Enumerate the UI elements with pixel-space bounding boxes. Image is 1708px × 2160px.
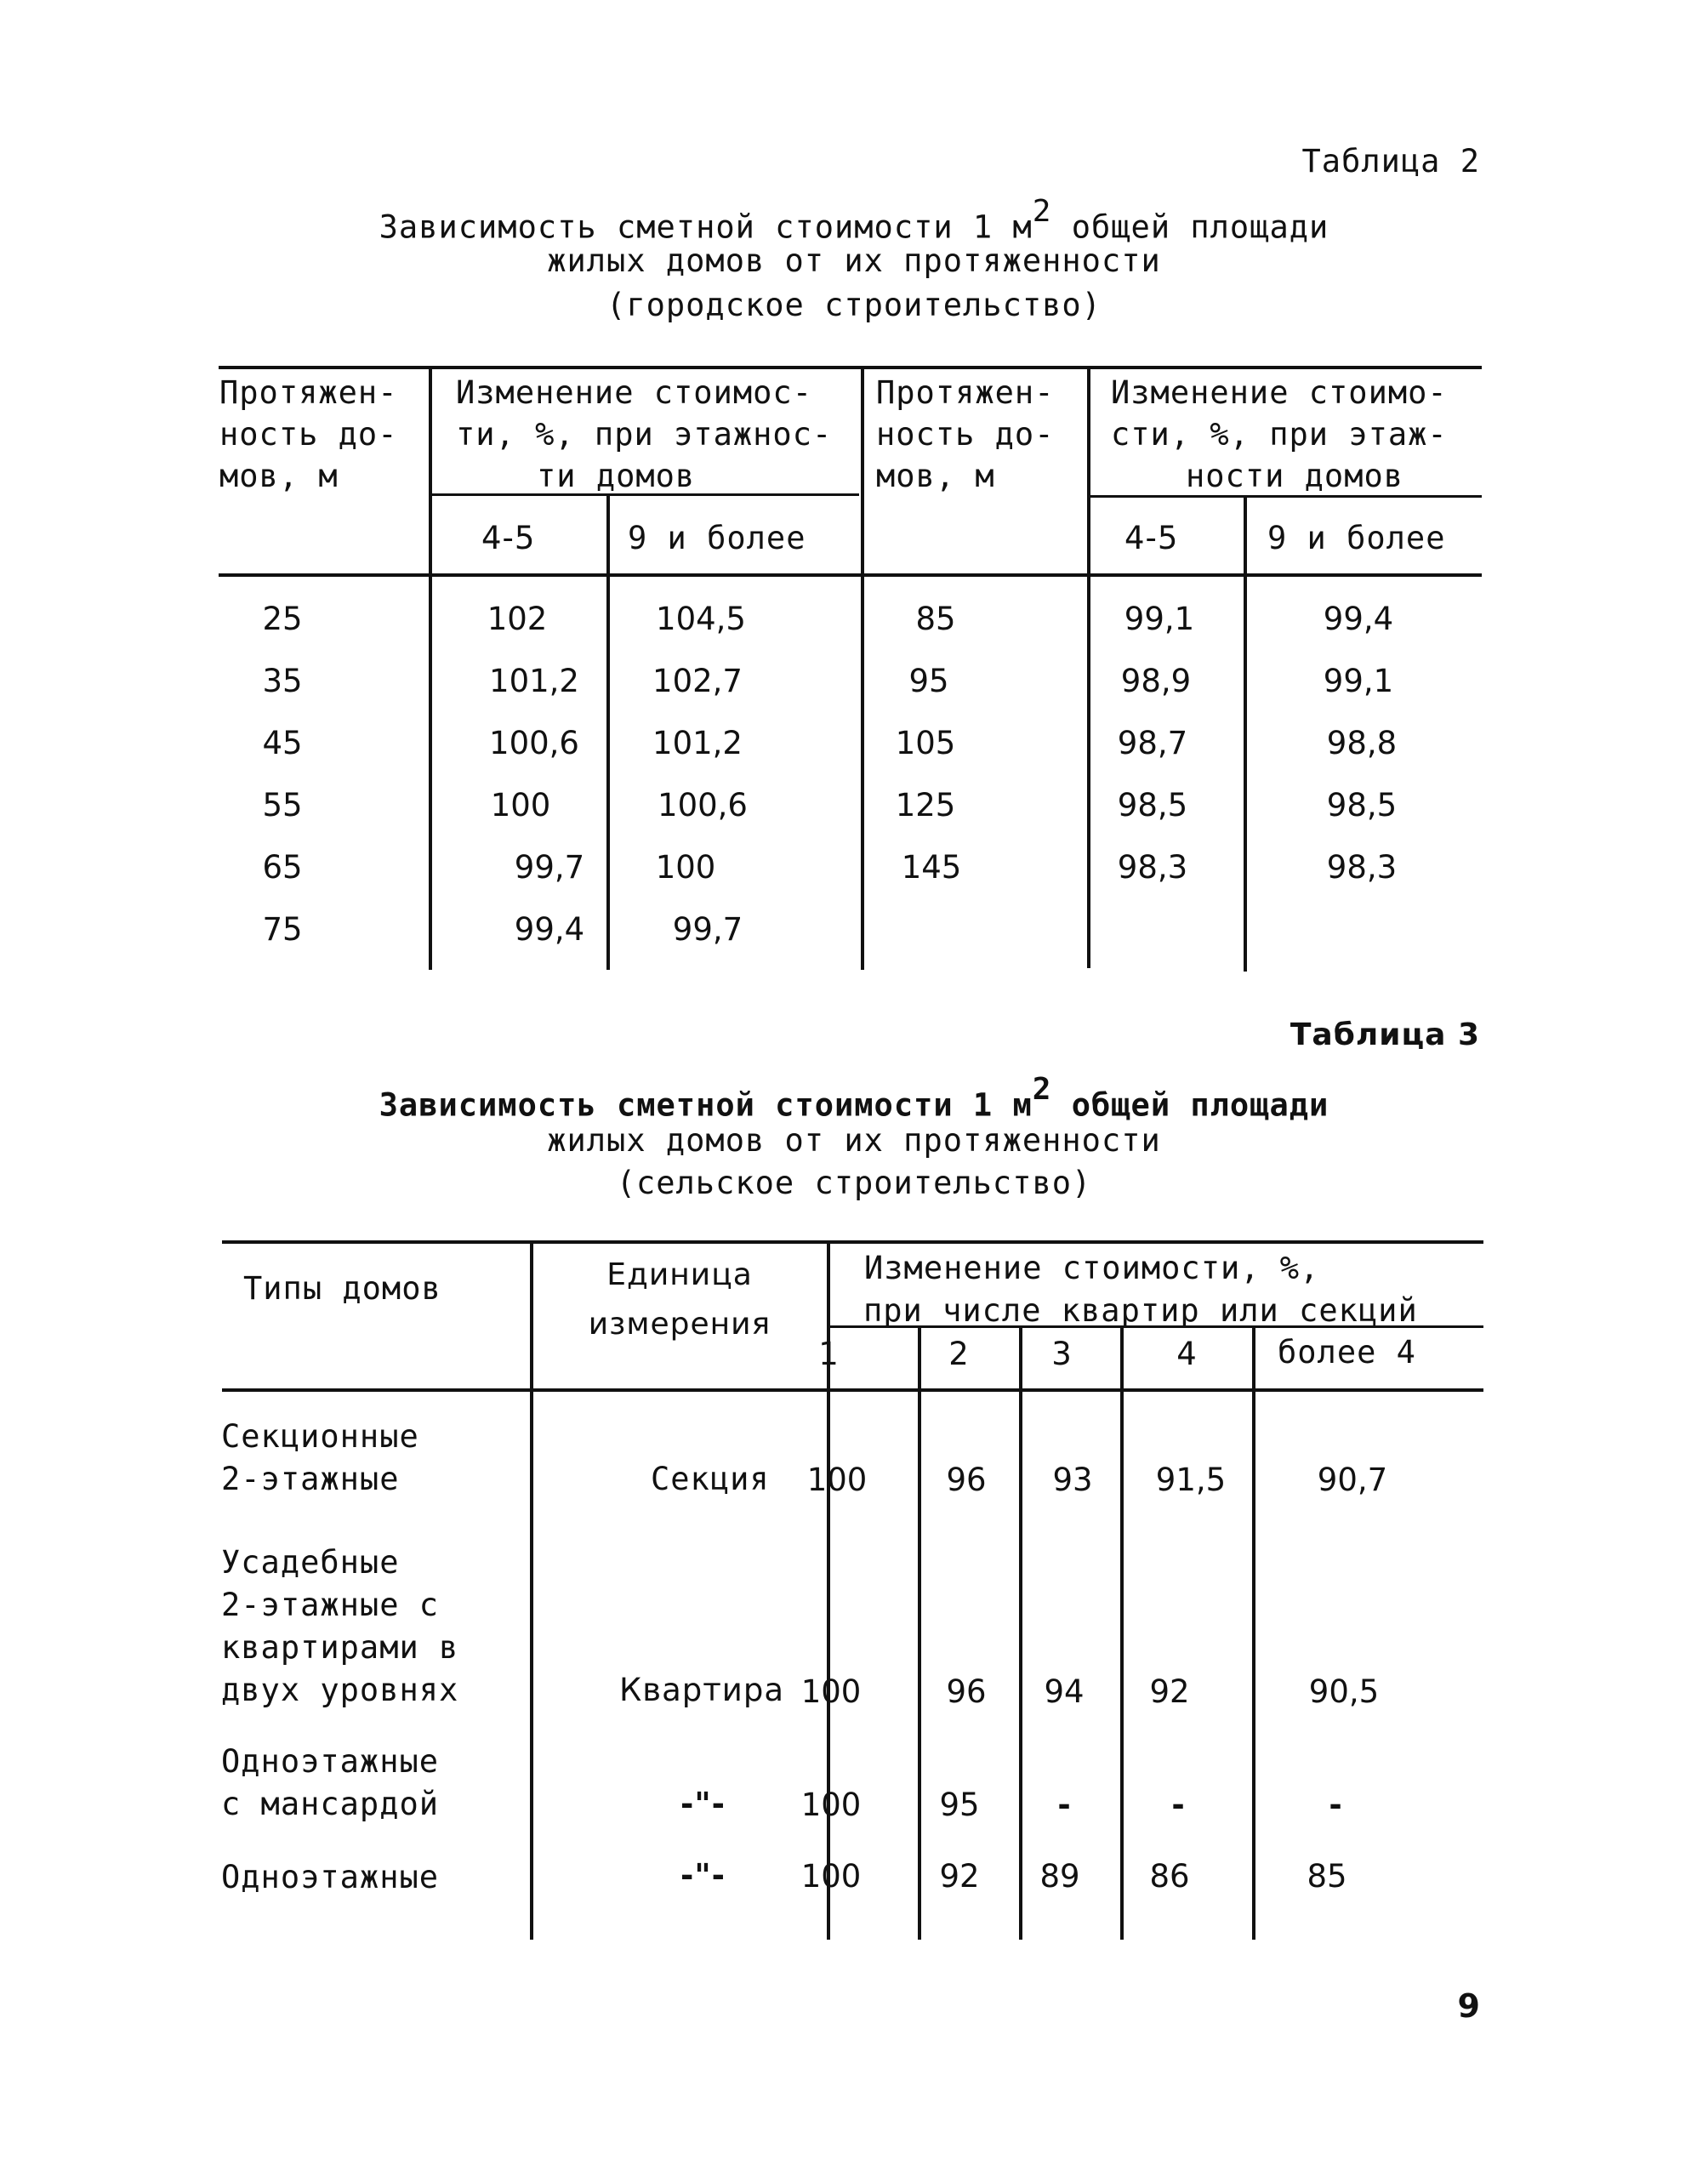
table2-cell: 99,7 xyxy=(514,849,585,886)
table3-header-change: Изменение стоимости, %, при числе квартир или секций xyxy=(863,1250,1418,1329)
table2-subheader-4-5-right: 4-5 xyxy=(1124,520,1179,556)
table2-header-length-left: Протяжен- ность до- мов, м xyxy=(219,374,398,494)
table3-title-line1: Зависимость сметной стоимости 1 $м^2$ общей площади xyxy=(379,1072,1329,1124)
table2-cell: 85 xyxy=(915,601,956,637)
table2-cell: 105 xyxy=(895,725,956,761)
table3-row-unit: Секция xyxy=(651,1461,770,1497)
table2-label: Таблица 2 xyxy=(1301,143,1480,180)
table2-cell: 65 xyxy=(262,849,303,886)
table3-cell: 89 xyxy=(1039,1858,1080,1895)
table2-cell: 99,1 xyxy=(1124,601,1195,637)
table3-row-unit: -"- xyxy=(680,1857,726,1894)
table2-subheader-9plus-left: 9 и более xyxy=(628,520,806,556)
table3-header-rule xyxy=(222,1388,1483,1392)
table2-cell: 101,2 xyxy=(652,725,743,761)
table3-subheader-count: 2 xyxy=(948,1336,969,1372)
table2-subheader-4-5-left: 4-5 xyxy=(481,520,536,556)
table2-header-change-right: Изменение стоимо- сти, %, при этаж- ности домов xyxy=(1111,374,1448,494)
table3-divider xyxy=(918,1327,921,1940)
table3-divider xyxy=(1019,1327,1022,1940)
table2-title-line1: Зависимость сметной стоимости 1 $м^2$ общей площади xyxy=(379,194,1329,246)
table3-cell: - xyxy=(1171,1787,1185,1823)
table2-cell: 100,6 xyxy=(489,725,579,761)
table2-cell: 100,6 xyxy=(658,787,748,824)
table3-divider xyxy=(1252,1327,1255,1940)
table2-cell: 99,1 xyxy=(1323,663,1394,699)
table2-cell: 125 xyxy=(895,787,956,824)
table2-cell: 98,3 xyxy=(1117,849,1188,886)
table2-cell: 55 xyxy=(262,787,303,824)
table2-cell: 98,5 xyxy=(1326,787,1398,824)
table3-cell: 95 xyxy=(939,1787,980,1823)
table2-subheader-9plus-right: 9 и более xyxy=(1267,520,1446,556)
table3-cell: 85 xyxy=(1307,1858,1347,1895)
table3-cell: 100 xyxy=(800,1858,862,1895)
table2-cell: 100 xyxy=(655,849,716,886)
table3-subheader-count: 1 xyxy=(818,1336,839,1372)
table3-subheader-count: 3 xyxy=(1051,1336,1072,1372)
table3-cell: - xyxy=(1329,1787,1342,1823)
table3-divider xyxy=(1120,1327,1124,1940)
table2-header-change-left: Изменение стоимос- ти, %, при этажнос- ти домов xyxy=(456,374,833,494)
table3-cell: 92 xyxy=(1149,1673,1190,1710)
table3-cell: - xyxy=(1057,1787,1071,1823)
table2-cell: 45 xyxy=(262,725,303,761)
table3-row-type: Усадебные 2-этажные с квартирами в двух уровнях xyxy=(221,1544,459,1708)
table3-row-type: Одноэтажные xyxy=(221,1859,440,1895)
table3-row-unit: -"- xyxy=(680,1786,726,1822)
table2-cell: 35 xyxy=(262,663,303,699)
table2-cell: 25 xyxy=(262,601,303,637)
table2-top-rule xyxy=(219,366,1482,369)
table2-title-line3: (городское строительство) xyxy=(606,287,1102,323)
table3-cell: 96 xyxy=(946,1462,987,1498)
table3-header-type: Типы домов xyxy=(243,1270,441,1307)
table3-cell: 100 xyxy=(806,1462,868,1498)
table2-cell: 145 xyxy=(901,849,962,886)
table3-cell: 93 xyxy=(1052,1462,1093,1498)
table2-cell: 95 xyxy=(908,663,949,699)
table2-cell: 98,5 xyxy=(1117,787,1188,824)
table2-cell: 102 xyxy=(487,601,548,637)
table3-cell: 90,7 xyxy=(1317,1462,1388,1498)
table2-cell: 99,4 xyxy=(1323,601,1394,637)
table3-title-line2: жилых домов от их протяженности xyxy=(547,1122,1161,1159)
table3-row-type: Одноэтажные с мансардой xyxy=(221,1743,440,1822)
table3-cell: 96 xyxy=(946,1673,987,1710)
table2-title-line2: жилых домов от их протяженности xyxy=(547,242,1161,279)
table3-top-rule xyxy=(222,1240,1483,1244)
table2-cell: 98,8 xyxy=(1326,725,1398,761)
table2-cell: 75 xyxy=(262,911,303,948)
table3-subheader-count: 4 xyxy=(1176,1336,1197,1372)
table3-row-unit: Квартира xyxy=(619,1672,784,1708)
table2-header-rule xyxy=(219,573,1482,577)
table3-header-unit: Единица измерения xyxy=(588,1257,771,1342)
page-number: 9 xyxy=(1457,1987,1480,2025)
table3-cell: 100 xyxy=(800,1673,862,1710)
table2-cell: 104,5 xyxy=(656,601,746,637)
table3-cell: 92 xyxy=(939,1858,980,1895)
table2-cell: 101,2 xyxy=(489,663,579,699)
table2-cell: 99,4 xyxy=(514,911,585,948)
table3-subheader-count: более 4 xyxy=(1278,1334,1416,1371)
table2-cell: 98,7 xyxy=(1117,725,1188,761)
table3-cell: 91,5 xyxy=(1155,1462,1227,1498)
table2-cell: 100 xyxy=(490,787,551,824)
table3-cell: 94 xyxy=(1044,1673,1085,1710)
table3-label: Таблица 3 xyxy=(1290,1017,1480,1052)
table2-divider xyxy=(429,366,432,970)
table3-cell: 86 xyxy=(1149,1858,1190,1895)
table2-header-length-right: Протяжен- ность до- мов, м xyxy=(876,374,1055,494)
table2-cell: 98,3 xyxy=(1326,849,1398,886)
table3-row-type: Секционные 2-этажные xyxy=(221,1418,419,1497)
table2-cell: 98,9 xyxy=(1120,663,1192,699)
table2-cell: 99,7 xyxy=(672,911,743,948)
table3-cell: 90,5 xyxy=(1308,1673,1380,1710)
table3-cell: 100 xyxy=(800,1787,862,1823)
table3-title-line3: (сельское строительство) xyxy=(616,1165,1092,1201)
table2-cell: 102,7 xyxy=(652,663,743,699)
